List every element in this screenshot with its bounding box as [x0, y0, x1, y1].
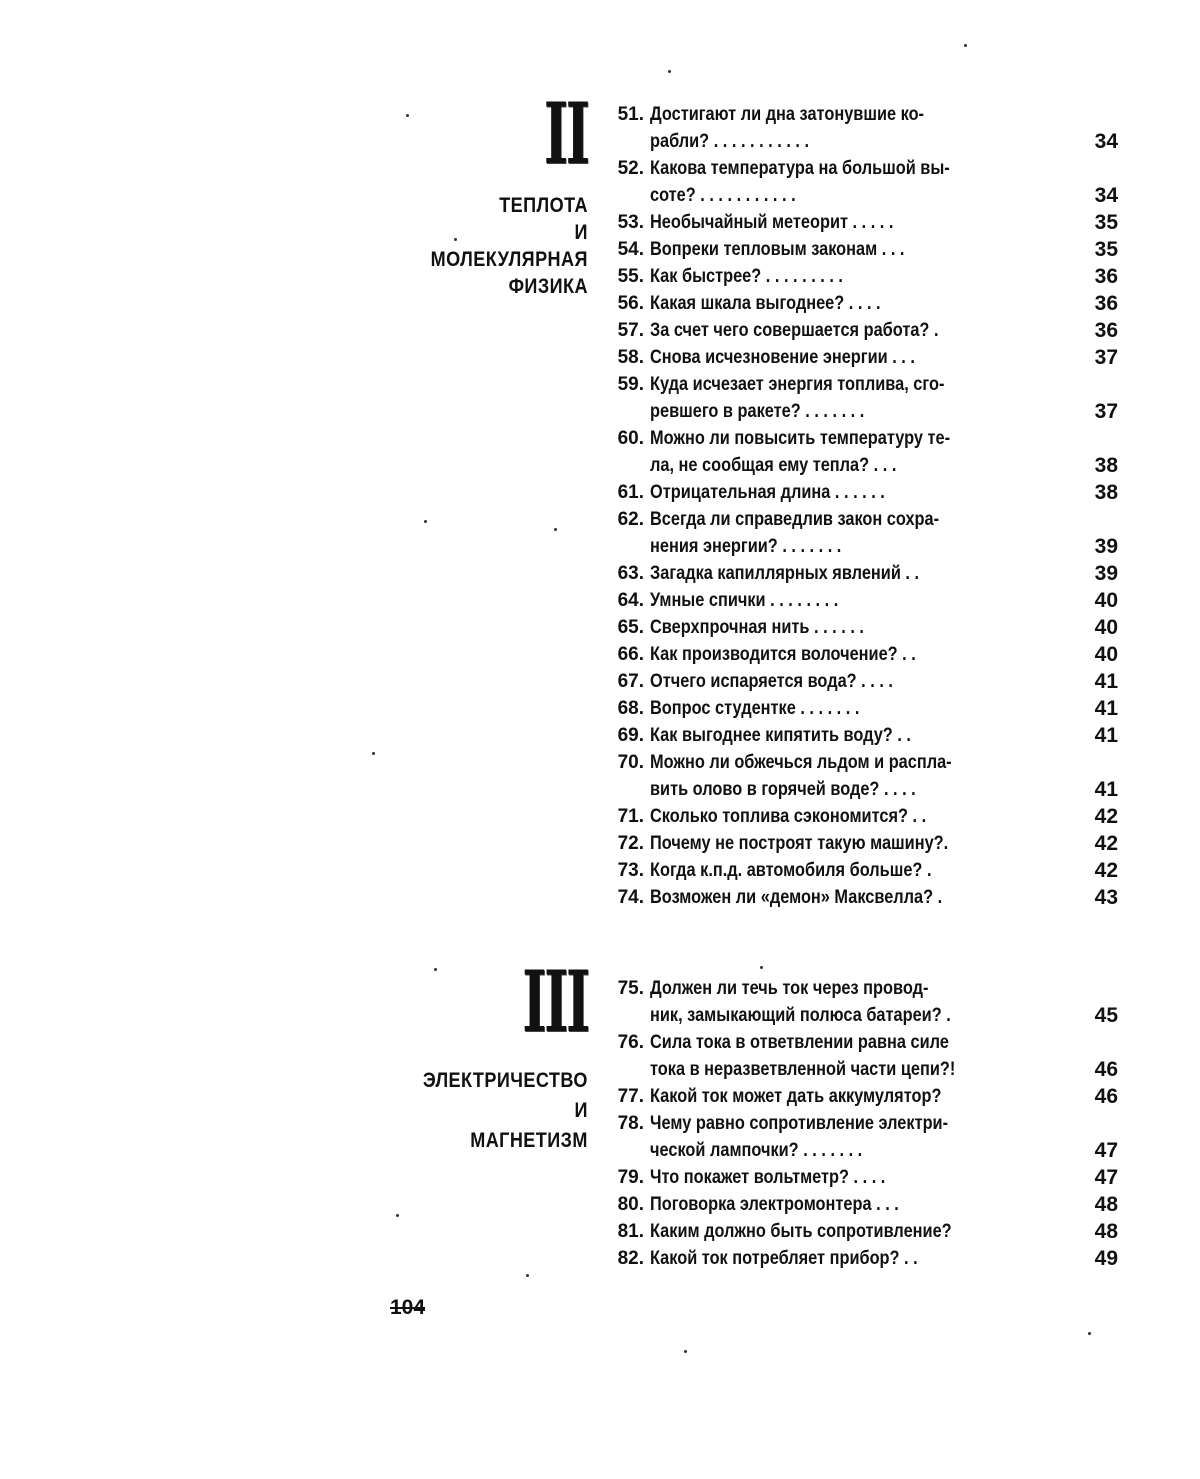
entry-title-line: Вопреки тепловым законам . . . — [650, 236, 1001, 263]
entry-number: 65. — [598, 614, 644, 641]
entry-number: 60. — [598, 425, 644, 452]
section-title-line: ТЕПЛОТА — [431, 192, 588, 219]
toc-entry — [598, 263, 1118, 290]
entry-number: 59. — [598, 371, 644, 398]
toc-entry — [598, 722, 1118, 749]
entry-number: 54. — [598, 236, 644, 263]
entry-title-line: Как выгоднее кипятить воду? . . — [650, 722, 1001, 749]
entry-title — [650, 263, 1001, 290]
scan-speck — [372, 752, 375, 755]
entry-number: 66. — [598, 641, 644, 668]
entry-page-number: 42 — [1078, 830, 1118, 857]
section-title-line: МОЛЕКУЛЯРНАЯ — [431, 246, 588, 273]
toc-entry — [598, 290, 1118, 317]
entry-page-number: 35 — [1078, 209, 1118, 236]
entry-title-line: тока в неразветвленной части цепи?! — [650, 1056, 1001, 1083]
toc-entry — [598, 1083, 1118, 1110]
entry-page-number: 38 — [1078, 479, 1118, 506]
entry-title — [650, 641, 1001, 668]
entry-title — [650, 1029, 1001, 1083]
toc-entry — [598, 857, 1118, 884]
page-number: 104 — [390, 1296, 425, 1320]
toc-entry — [598, 749, 1118, 803]
entry-title-line: Можно ли обжечься льдом и распла- — [650, 749, 1001, 776]
entry-title-line: ник, замыкающий полюса батареи? . — [650, 1002, 1001, 1029]
section-title-line: И — [423, 1096, 588, 1126]
entry-title — [650, 830, 1001, 857]
entry-page-number: 35 — [1078, 236, 1118, 263]
scan-speck — [526, 1274, 529, 1277]
entry-page-number: 36 — [1078, 317, 1118, 344]
entry-number: 78. — [598, 1110, 644, 1137]
entry-page-number: 47 — [1078, 1164, 1118, 1191]
entry-page-number: 39 — [1078, 533, 1118, 560]
toc-entry — [598, 1218, 1118, 1245]
entry-title-line: Всегда ли справедлив закон сохра- — [650, 506, 1001, 533]
toc-entry — [598, 101, 1118, 155]
entry-title-line: Должен ли течь ток через провод- — [650, 975, 1001, 1002]
entry-page-number: 40 — [1078, 587, 1118, 614]
section-title-2 — [405, 192, 588, 300]
entry-title-line: Поговорка электромонтера . . . — [650, 1191, 1001, 1218]
toc-entry — [598, 641, 1118, 668]
entry-number: 53. — [598, 209, 644, 236]
entry-page-number: 34 — [1078, 182, 1118, 209]
entry-page-number: 36 — [1078, 263, 1118, 290]
toc-entry — [598, 317, 1118, 344]
entry-title-line: Какая шкала выгоднее? . . . . — [650, 290, 1001, 317]
entry-page-number: 37 — [1078, 344, 1118, 371]
entry-title-line: Сила тока в ответвлении равна силе — [650, 1029, 1001, 1056]
entry-title-line: Вопрос студентке . . . . . . . — [650, 695, 1001, 722]
toc-entry — [598, 587, 1118, 614]
entry-number: 56. — [598, 290, 644, 317]
entry-title — [650, 695, 1001, 722]
entry-title-line: Загадка капиллярных явлений . . — [650, 560, 1001, 587]
toc-entry — [598, 1245, 1118, 1272]
entry-page-number: 42 — [1078, 803, 1118, 830]
entry-page-number: 41 — [1078, 668, 1118, 695]
entry-title-line: Как быстрее? . . . . . . . . . — [650, 263, 1001, 290]
toc-entry — [598, 975, 1118, 1029]
scan-speck — [554, 528, 557, 531]
section-title-line: ЭЛЕКТРИЧЕСТВО — [423, 1066, 588, 1096]
entry-title-line: нения энергии? . . . . . . . — [650, 533, 1001, 560]
entry-number: 68. — [598, 695, 644, 722]
toc-section-3 — [598, 975, 1118, 1272]
toc-entry — [598, 209, 1118, 236]
entry-title — [650, 1245, 1001, 1272]
entry-title — [650, 722, 1001, 749]
entry-number: 71. — [598, 803, 644, 830]
section-heading-2 — [517, 92, 588, 176]
entry-number: 51. — [598, 101, 644, 128]
entry-number: 57. — [598, 317, 644, 344]
entry-title-line: Чему равно сопротивление электри- — [650, 1110, 1001, 1137]
entry-number: 72. — [598, 830, 644, 857]
entry-title-line: рабли? . . . . . . . . . . . — [650, 128, 1001, 155]
entry-page-number: 48 — [1078, 1191, 1118, 1218]
entry-title-line: Что покажет вольтметр? . . . . — [650, 1164, 1001, 1191]
entry-number: 75. — [598, 975, 644, 1002]
entry-page-number: 37 — [1078, 398, 1118, 425]
entry-title-line: Когда к.п.д. автомобиля больше? . — [650, 857, 1001, 884]
entry-number: 74. — [598, 884, 644, 911]
entry-number: 77. — [598, 1083, 644, 1110]
entry-title — [650, 1083, 1001, 1110]
entry-number: 55. — [598, 263, 644, 290]
entry-page-number: 42 — [1078, 857, 1118, 884]
entry-page-number: 34 — [1078, 128, 1118, 155]
entry-number: 70. — [598, 749, 644, 776]
entry-page-number: 36 — [1078, 290, 1118, 317]
entry-title-line: За счет чего совершается работа? . — [650, 317, 1001, 344]
toc-entry — [598, 479, 1118, 506]
entry-page-number: 46 — [1078, 1056, 1118, 1083]
scan-speck — [424, 520, 427, 523]
entry-number: 62. — [598, 506, 644, 533]
entry-title-line: Как производится волочение? . . — [650, 641, 1001, 668]
scan-speck — [760, 966, 763, 969]
entry-number: 82. — [598, 1245, 644, 1272]
entry-title — [650, 1164, 1001, 1191]
entry-title — [650, 209, 1001, 236]
entry-title-line: ревшего в ракете? . . . . . . . — [650, 398, 1001, 425]
entry-title — [650, 1110, 1001, 1164]
entry-page-number: 45 — [1078, 1002, 1118, 1029]
entry-number: 76. — [598, 1029, 644, 1056]
entry-number: 61. — [598, 479, 644, 506]
entry-page-number: 48 — [1078, 1218, 1118, 1245]
entry-title-line: Необычайный метеорит . . . . . — [650, 209, 1001, 236]
entry-number: 69. — [598, 722, 644, 749]
toc-entry — [598, 668, 1118, 695]
roman-numeral: II — [544, 92, 588, 176]
entry-title-line: Можно ли повысить температуру те- — [650, 425, 1001, 452]
entry-number: 67. — [598, 668, 644, 695]
entry-page-number: 43 — [1078, 884, 1118, 911]
entry-title-line: Куда исчезает энергия топлива, сго- — [650, 371, 1001, 398]
entry-title-line: Отчего испаряется вода? . . . . — [650, 668, 1001, 695]
entry-title-line: Умные спички . . . . . . . . — [650, 587, 1001, 614]
entry-number: 58. — [598, 344, 644, 371]
entry-title-line: Какой ток может дать аккумулятор? — [650, 1083, 1001, 1110]
scan-speck — [396, 1214, 399, 1217]
entry-title-line: Каким должно быть сопротивление? — [650, 1218, 1001, 1245]
entry-number: 81. — [598, 1218, 644, 1245]
entry-number: 73. — [598, 857, 644, 884]
toc-entry — [598, 830, 1118, 857]
entry-page-number: 41 — [1078, 722, 1118, 749]
entry-title-line: Почему не построят такую машину?. — [650, 830, 1001, 857]
scan-speck — [434, 968, 437, 971]
toc-entry — [598, 560, 1118, 587]
entry-title-line: ческой лампочки? . . . . . . . — [650, 1137, 1001, 1164]
toc-entry — [598, 425, 1118, 479]
section-heading-3 — [482, 960, 588, 1044]
entry-page-number: 41 — [1078, 695, 1118, 722]
section-title-3 — [396, 1066, 588, 1156]
entry-title — [650, 614, 1001, 641]
section-title-line: И — [431, 219, 588, 246]
toc-entry — [598, 236, 1118, 263]
toc-section-2 — [598, 101, 1118, 911]
entry-page-number: 40 — [1078, 641, 1118, 668]
roman-numeral: III — [522, 960, 588, 1044]
entry-number: 64. — [598, 587, 644, 614]
toc-entry — [598, 371, 1118, 425]
entry-title-line: Какова температура на большой вы- — [650, 155, 1001, 182]
scan-speck — [406, 114, 409, 117]
entry-number: 63. — [598, 560, 644, 587]
entry-page-number: 47 — [1078, 1137, 1118, 1164]
scan-speck — [668, 70, 671, 73]
toc-entry — [598, 1164, 1118, 1191]
entry-title-line: Сверхпрочная нить . . . . . . — [650, 614, 1001, 641]
entry-title — [650, 975, 1001, 1029]
toc-entry — [598, 614, 1118, 641]
toc-entry — [598, 1029, 1118, 1083]
section-title-line: МАГНЕТИЗМ — [423, 1126, 588, 1156]
entry-title — [650, 479, 1001, 506]
entry-title — [650, 155, 1001, 209]
scan-speck — [964, 44, 967, 47]
book-page — [0, 0, 1200, 1479]
entry-title-line: Возможен ли «демон» Максвелла? . — [650, 884, 1001, 911]
toc-entry — [598, 1191, 1118, 1218]
entry-title — [650, 371, 1001, 425]
entry-page-number: 46 — [1078, 1083, 1118, 1110]
entry-title-line: соте? . . . . . . . . . . . — [650, 182, 1001, 209]
entry-title-line: Отрицательная длина . . . . . . — [650, 479, 1001, 506]
entry-title — [650, 236, 1001, 263]
entry-page-number: 38 — [1078, 452, 1118, 479]
toc-entry — [598, 1110, 1118, 1164]
entry-page-number: 40 — [1078, 614, 1118, 641]
entry-title-line: Достигают ли дна затонувшие ко- — [650, 101, 1001, 128]
entry-title-line: вить олово в горячей воде? . . . . — [650, 776, 1001, 803]
entry-title — [650, 587, 1001, 614]
entry-title — [650, 1218, 1001, 1245]
entry-title — [650, 1191, 1001, 1218]
entry-title-line: Сколько топлива сэкономится? . . — [650, 803, 1001, 830]
entry-title — [650, 560, 1001, 587]
entry-title-line: Снова исчезновение энергии . . . — [650, 344, 1001, 371]
scan-speck — [454, 238, 457, 241]
entry-title — [650, 884, 1001, 911]
entry-page-number: 41 — [1078, 776, 1118, 803]
toc-entry — [598, 344, 1118, 371]
scan-speck — [1088, 1332, 1091, 1335]
scan-speck — [684, 1350, 687, 1353]
entry-title — [650, 668, 1001, 695]
toc-entry — [598, 884, 1118, 911]
entry-page-number: 39 — [1078, 560, 1118, 587]
entry-number: 79. — [598, 1164, 644, 1191]
toc-entry — [598, 506, 1118, 560]
toc-entry — [598, 695, 1118, 722]
entry-title-line: ла, не сообщая ему тепла? . . . — [650, 452, 1001, 479]
entry-title — [650, 749, 1001, 803]
entry-number: 80. — [598, 1191, 644, 1218]
entry-title — [650, 101, 1001, 155]
entry-title — [650, 317, 1001, 344]
entry-title-line: Какой ток потребляет прибор? . . — [650, 1245, 1001, 1272]
entry-title — [650, 290, 1001, 317]
toc-entry — [598, 155, 1118, 209]
toc-entry — [598, 803, 1118, 830]
entry-title — [650, 425, 1001, 479]
section-title-line: ФИЗИКА — [431, 273, 588, 300]
entry-title — [650, 803, 1001, 830]
entry-title — [650, 344, 1001, 371]
entry-page-number: 49 — [1078, 1245, 1118, 1272]
entry-number: 52. — [598, 155, 644, 182]
entry-title — [650, 857, 1001, 884]
entry-title — [650, 506, 1001, 560]
